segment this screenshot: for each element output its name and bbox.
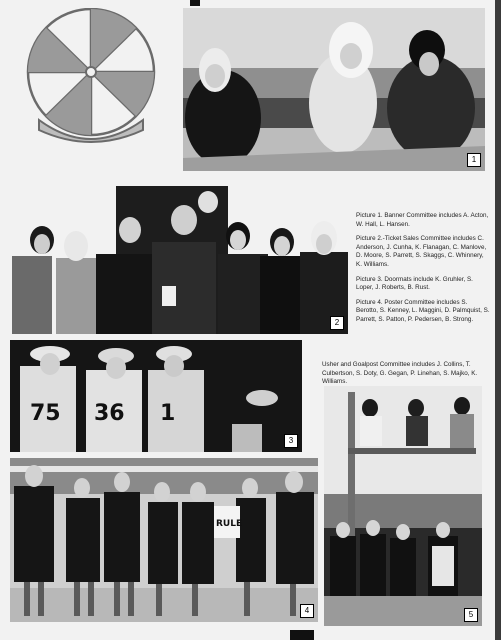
photo-banner-committee [183,8,485,171]
caption-picture-1: Picture 1. Banner Committee includes A. Acton, W. Hall, L. Hansen. [356,212,489,228]
beanie-emblem [24,8,158,150]
captions-block [356,212,490,331]
photo-usher-goalpost-committee [324,386,482,626]
photo-number: 2 [330,316,344,330]
photo-ticket-sales-committee [12,186,348,334]
caption-picture-4: Picture 4. Poster Committee includes S. Berotto, S. Kenney, L. Maggini, D. Palmquist, S. Parrett, S. Patton, P. Pedersen, B. Strong. [356,298,490,323]
photo-poster-committee [10,458,318,622]
jersey-number: 36 [94,401,125,426]
photo-number: 3 [284,434,298,448]
photo-number: 4 [300,604,314,618]
photo-number: 1 [467,153,481,167]
caption-picture-3: Picture 3. Doormats include K. Gruhler, S. Loper, J. Roberts, B. Rust. [356,275,473,292]
page-edge [495,0,501,640]
photo-doormats [10,340,302,452]
jersey-number: 75 [30,401,61,426]
caption-picture-2: Picture 2.-Ticket Sales Committee includes C. Anderson, J. Cunha, K. Flanagan, C. Manlove, D. Moore, S. Parrett, S. Skaggs, C. Whinnery, K. Williams. [356,235,487,268]
tape-mark [290,630,314,640]
photo-number: 5 [464,608,478,622]
jersey-number: 1 [160,401,176,426]
caption-usher-goalpost: Usher and Goalpost Committee includes J. Collins, T. Culbertson, S. Doty, G. Gegan, P. Linehan, S. Majko, K. Williams. [322,361,478,386]
tape-mark [190,0,200,6]
poster-sign-text: RULE [216,519,243,529]
